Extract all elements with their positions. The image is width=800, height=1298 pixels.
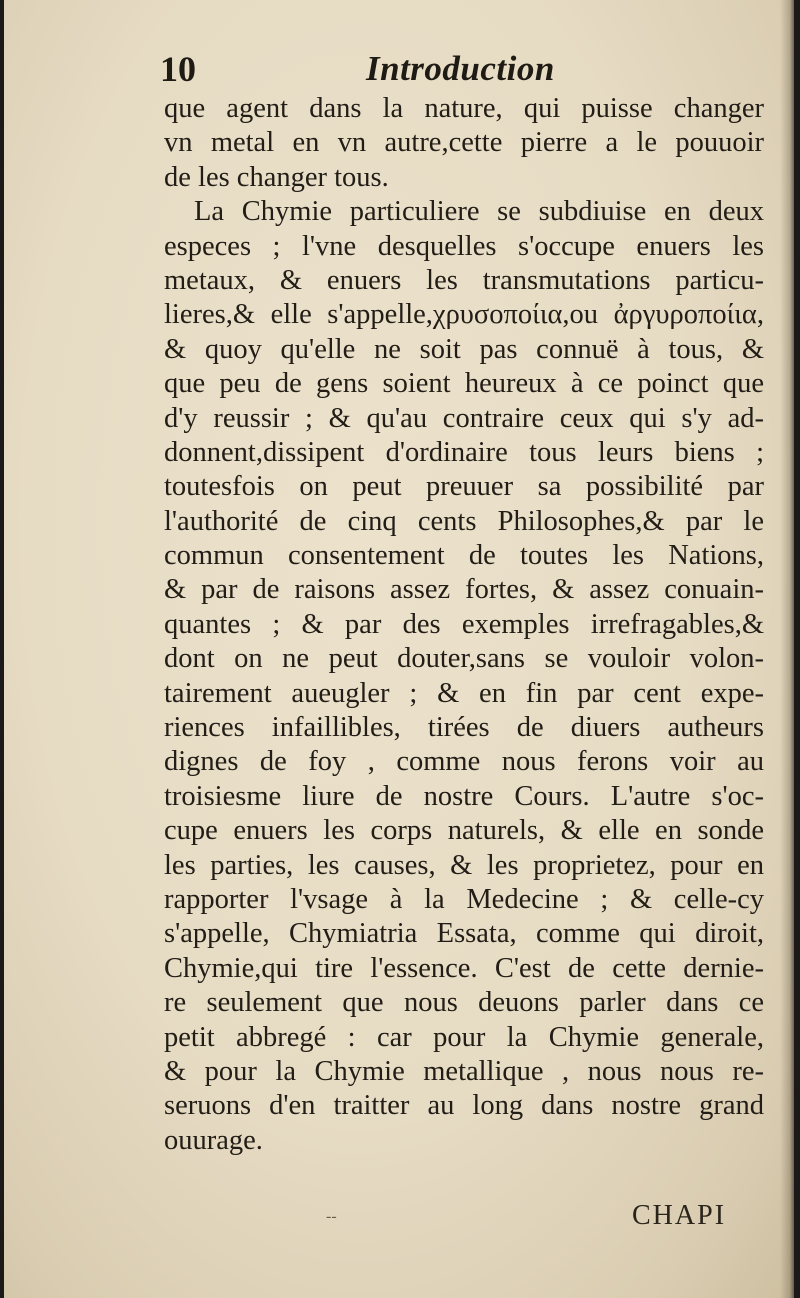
text-line: de les changer tous. (164, 161, 389, 193)
book-page (4, 0, 794, 1298)
text-line: riences infaillibles, tirées de diuers autheurs (164, 712, 764, 744)
body-text (164, 92, 764, 1158)
text-line: Chymie,qui tire l'essence. C'est de cette dernie- (164, 952, 764, 984)
footer-mark: -- (326, 1208, 337, 1225)
text-line: que peu de gens soient heureux à ce poinct que (164, 368, 764, 400)
text-line: petit abbregé : car pour la Chymie generale, (164, 1021, 764, 1053)
text-line: les parties, les causes, & les proprietez, pour en (164, 849, 764, 881)
text-line: tairement aueugler ; & en fin par cent expe- (164, 677, 764, 709)
text-line: l'authorité de cinq cents Philosophes,& par le (164, 505, 764, 537)
text-line: donnent,dissipent d'ordinaire tous leurs biens ; (164, 436, 764, 468)
text-line: commun consentement de toutes les Nations, (164, 540, 764, 572)
text-line: lieres,& elle s'appelle,χρυσοποίια,ou ἀργυροποίια, (164, 299, 764, 331)
text-line: rapporter l'vsage à la Medecine ; & celle-cy (164, 883, 764, 915)
text-line: d'y reussir ; & qu'au contraire ceux qui s'y ad- (164, 402, 764, 434)
text-line: & par de raisons assez fortes, & assez conuain- (164, 574, 764, 606)
text-line: dont on ne peut douter,sans se vouloir volon- (164, 643, 764, 675)
text-line: La Chymie particuliere se subdiuise en deux (194, 196, 764, 228)
text-line: seruons d'en traitter au long dans nostre grand (164, 1090, 764, 1122)
page-header (4, 46, 794, 96)
running-title: Introduction (366, 49, 555, 88)
text-line: & quoy qu'elle ne soit pas connuë à tous, & (164, 333, 764, 365)
page-edge-shadow (780, 0, 794, 1298)
text-line: re seulement que nous deuons parler dans ce (164, 987, 764, 1019)
text-line: que agent dans la nature, qui puisse changer (164, 93, 764, 124)
text-line: s'appelle, Chymiatria Essata, comme qui diroit, (164, 918, 764, 950)
page-number: 10 (160, 49, 196, 89)
text-line: toutesfois on peut preuuer sa possibilité par (164, 471, 764, 503)
text-line: quantes ; & par des exemples irrefragables,& (164, 608, 764, 640)
text-line: & pour la Chymie metallique , nous nous re- (164, 1055, 764, 1087)
text-line: especes ; l'vne desquelles s'occupe enuers les (164, 230, 764, 262)
text-line: dignes de foy , comme nous ferons voir au (164, 746, 764, 778)
text-line: vn metal en vn autre,cette pierre a le pouuoir (164, 127, 764, 159)
catchword: CHAPI (632, 1200, 727, 1231)
text-line: troisiesme liure de nostre Cours. L'autre s'oc- (164, 780, 764, 812)
text-line: cupe enuers les corps naturels, & elle en sonde (164, 815, 764, 847)
text-line: metaux, & enuers les transmutations particu- (164, 264, 764, 296)
text-line: ouurage. (164, 1124, 263, 1156)
